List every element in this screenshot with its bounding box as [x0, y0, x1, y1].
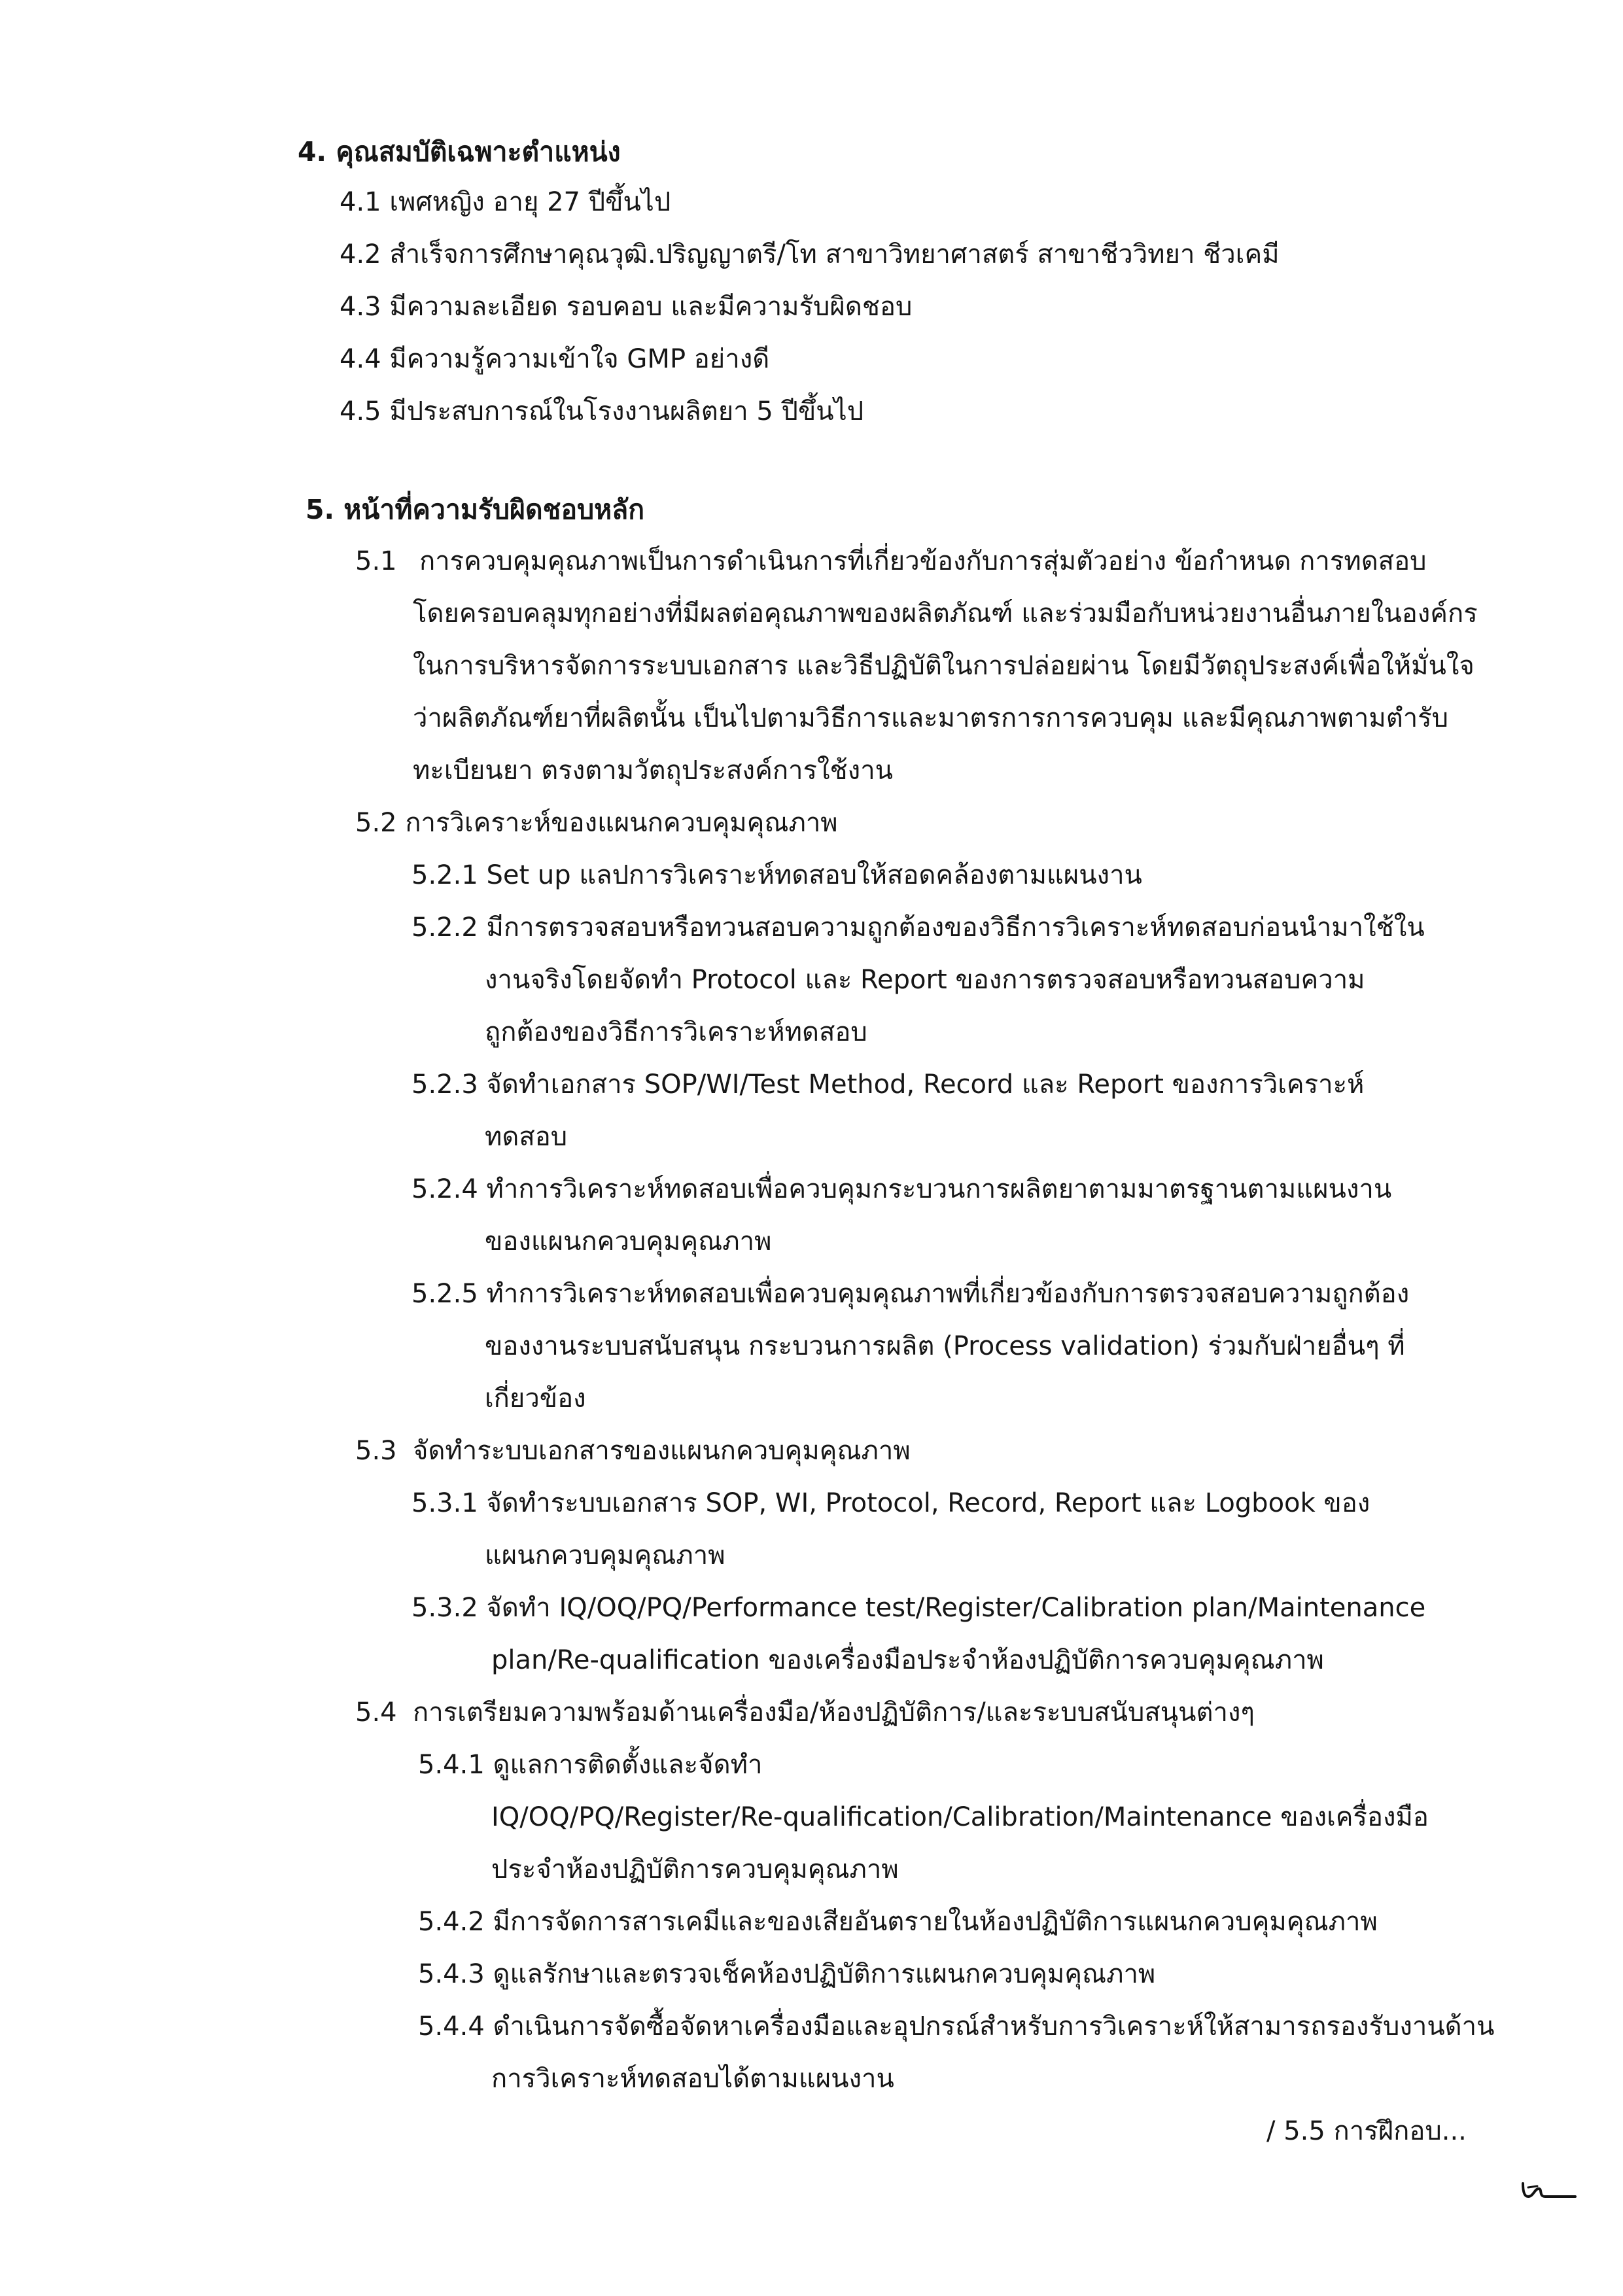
item-5-2-5-cont: เกี่ยวข้อง	[485, 1383, 586, 1414]
item-5-2-1: 5.2.1 Set up แลปการวิเคราะห์ทดสอบให้สอดคล้องตามแผนงาน	[411, 860, 1142, 890]
item-5-3-2: 5.3.2 จัดทำ IQ/OQ/PQ/Performance test/Register/Calibration plan/Maintenance	[411, 1593, 1426, 1623]
item-5-1-line: ว่าผลิตภัณฑ์ยาที่ผลิตนั้น เป็นไปตามวิธีการและมาตรการการควบคุม และมีคุณภาพตามตำรับ	[413, 703, 1449, 733]
item-5-1-line: ทะเบียนยา ตรงตามวัตถุประสงค์การใช้งาน	[413, 756, 894, 786]
item-5-2-title: 5.2 การวิเคราะห์ของแผนกควบคุมคุณภาพ	[355, 808, 838, 838]
item-5-3-2-cont: plan/Re-qualification ของเครื่องมือประจำห้องปฏิบัติการควบคุมคุณภาพ	[491, 1645, 1324, 1675]
item-5-4-1-cont: IQ/OQ/PQ/Register/Re-qualification/Calibration/Maintenance ของเครื่องมือ	[491, 1802, 1429, 1832]
list-item: 4.2 สำเร็จการศึกษาคุณวุฒิ.ปริญญาตรี/โท สาขาวิทยาศาสตร์ สาขาชีววิทยา ชีวเคมี	[340, 239, 1280, 270]
item-5-2-2: 5.2.2 มีการตรวจสอบหรือทวนสอบความถูกต้องของวิธีการวิเคราะห์ทดสอบก่อนนำมาใช้ใน	[411, 913, 1425, 943]
item-5-2-2-cont: ถูกต้องของวิธีการวิเคราะห์ทดสอบ	[485, 1017, 867, 1047]
item-5-4-1: 5.4.1 ดูแลการติดตั้งและจัดทำ	[418, 1750, 763, 1780]
signature-initials	[1519, 2177, 1578, 2203]
item-5-2-3: 5.2.3 จัดทำเอกสาร SOP/WI/Test Method, Record และ Report ของการวิเคราะห์	[411, 1070, 1365, 1100]
list-item: 4.1 เพศหญิง อายุ 27 ปีขึ้นไป	[340, 187, 671, 217]
item-5-4-number: 5.4	[355, 1697, 397, 1728]
list-item: 4.3 มีความละเอียด รอบคอบ และมีความรับผิดชอบ	[340, 292, 913, 322]
list-item: 4.5 มีประสบการณ์ในโรงงานผลิตยา 5 ปีขึ้นไป	[340, 396, 864, 426]
item-5-3-number: 5.3	[355, 1436, 397, 1466]
item-5-1-line: โดยครอบคลุมทุกอย่างที่มีผลต่อคุณภาพของผลิตภัณฑ์ และร่วมมือกับหน่วยงานอื่นภายในองค์กร	[413, 599, 1478, 629]
list-item: 4.4 มีความรู้ความเข้าใจ GMP อย่างดี	[340, 344, 770, 374]
item-5-4-4: 5.4.4 ดำเนินการจัดซื้อจัดหาเครื่องมือและอุปกรณ์สำหรับการวิเคราะห์ให้สามารถรองรับงานด้าน	[418, 2011, 1495, 2042]
item-5-3-1: 5.3.1 จัดทำระบบเอกสาร SOP, WI, Protocol, Record, Report และ Logbook ของ	[411, 1488, 1370, 1518]
item-5-1-line: การควบคุมคุณภาพเป็นการดำเนินการที่เกี่ยวข้องกับการสุ่มตัวอย่าง ข้อกำหนด การทดสอบ	[419, 546, 1427, 576]
item-5-2-5-cont: ของงานระบบสนับสนุน กระบวนการผลิต (Process validation) ร่วมกับฝ่ายอื่นๆ ที่	[485, 1331, 1405, 1361]
item-5-2-4: 5.2.4 ทำการวิเคราะห์ทดสอบเพื่อควบคุมกระบวนการผลิตยาตามมาตรฐานตามแผนงาน	[411, 1174, 1392, 1204]
item-5-4-2: 5.4.2 มีการจัดการสารเคมีและของเสียอันตรายในห้องปฏิบัติการแผนกควบคุมคุณภาพ	[418, 1907, 1378, 1937]
item-5-2-3-cont: ทดสอบ	[485, 1122, 568, 1152]
item-5-3-title: จัดทำระบบเอกสารของแผนกควบคุมคุณภาพ	[413, 1436, 911, 1466]
item-5-2-4-cont: ของแผนกควบคุมคุณภาพ	[485, 1226, 772, 1257]
item-5-4-4-cont: การวิเคราะห์ทดสอบได้ตามแผนงาน	[491, 2064, 894, 2094]
item-5-4-3: 5.4.3 ดูแลรักษาและตรวจเช็คห้องปฏิบัติการแผนกควบคุมคุณภาพ	[418, 1959, 1156, 1989]
item-5-4-title: การเตรียมความพร้อมด้านเครื่องมือ/ห้องปฏิบัติการ/และระบบสนับสนุนต่างๆ	[413, 1697, 1255, 1728]
item-5-3-1-cont: แผนกควบคุมคุณภาพ	[485, 1540, 725, 1571]
item-5-4-1-cont: ประจำห้องปฏิบัติการควบคุมคุณภาพ	[491, 1854, 899, 1885]
item-5-1-line: ในการบริหารจัดการระบบเอกสาร และวิธีปฏิบัติในการปล่อยผ่าน โดยมีวัตถุประสงค์เพื่อให้มั่นใจ	[413, 651, 1475, 681]
section-5-heading: 5. หน้าที่ความรับผิดชอบหลัก	[305, 494, 645, 525]
continuation-note: / 5.5 การฝึกอบ...	[1266, 2116, 1467, 2146]
item-5-2-2-cont: งานจริงโดยจัดทำ Protocol และ Report ของการตรวจสอบหรือทวนสอบความ	[485, 965, 1365, 995]
item-5-1-number: 5.1	[355, 546, 397, 576]
section-4-heading: 4. คุณสมบัติเฉพาะตำแหน่ง	[298, 136, 621, 167]
item-5-2-5: 5.2.5 ทำการวิเคราะห์ทดสอบเพื่อควบคุมคุณภาพที่เกี่ยวข้องกับการตรวจสอบความถูกต้อง	[411, 1279, 1410, 1309]
